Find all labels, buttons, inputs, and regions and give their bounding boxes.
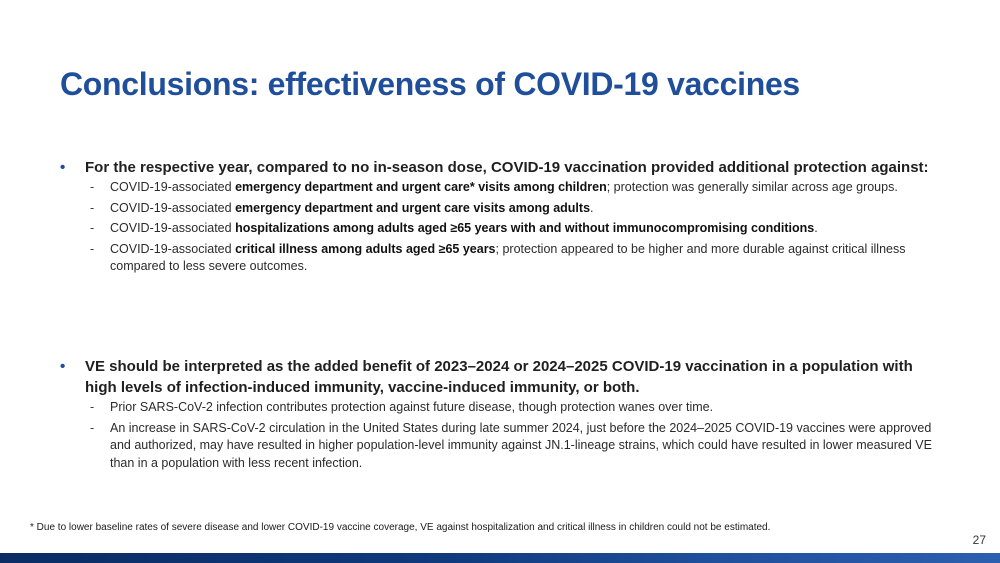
- main-bullet-text: VE should be interpreted as the added benefit of 2023–2024 or 2024–2025 COVID-19 vaccination in a population with high levels of infection-induced immunity, vaccine-induced immunity, or both.: [85, 358, 913, 396]
- sub-bullet: [90, 200, 940, 218]
- slide-title: Conclusions: effectiveness of COVID-19 vaccines: [60, 66, 800, 102]
- bullet-icon: •: [60, 358, 66, 375]
- sub-bullet: [90, 220, 940, 238]
- sub-bullet-text: Prior SARS-CoV-2 infection contributes protection against future disease, though protection wanes over time.: [110, 400, 714, 414]
- dash-icon: -: [90, 180, 95, 194]
- bullet-section-interpretation: [60, 356, 940, 475]
- dash-icon: -: [90, 221, 95, 235]
- sub-bullet-text: COVID-19-associated emergency department and urgent care* visits among children; protection was generally similar across age groups.: [110, 180, 898, 194]
- sub-bullet-text: An increase in SARS-CoV-2 circulation in the United States during late summer 2024, just before the 2024–2025 COVID-19 vaccines were approved and authorized, may have resulted in higher population-level immunity against JN.1-lineage strains, which could have resulted in lower measured VE than in a population with less recent infection.: [110, 420, 932, 470]
- dash-icon: -: [90, 400, 95, 414]
- sub-bullet-list: [90, 399, 940, 472]
- sub-bullet: [90, 179, 940, 197]
- sub-bullet-list: [90, 179, 940, 276]
- page-number: 27: [972, 533, 986, 547]
- footnote: * Due to lower baseline rates of severe disease and lower COVID-19 vaccine coverage, VE against hospitalization and critical illness in children could not be estimated.: [30, 522, 771, 533]
- bullet-icon: •: [60, 159, 66, 176]
- dash-icon: -: [90, 241, 95, 256]
- dash-icon: -: [90, 200, 95, 215]
- main-bullet: [60, 157, 940, 178]
- bullet-section-protection: [60, 157, 940, 279]
- sub-bullet-text: COVID-19-associated critical illness among adults aged ≥65 years; protection appeared to be higher and more durable against critical illness compared to less severe outcomes.: [110, 241, 906, 273]
- dash-icon: -: [90, 420, 95, 435]
- sub-bullet-text: COVID-19-associated emergency department and urgent care visits among adults.: [110, 200, 594, 215]
- bottom-accent-bar: [0, 553, 1000, 563]
- sub-bullet: [90, 420, 940, 473]
- sub-bullet-text: COVID-19-associated hospitalizations among adults aged ≥65 years with and without immunocompromising conditions.: [110, 221, 818, 235]
- main-bullet-text: For the respective year, compared to no in-season dose, COVID-19 vaccination provided additional protection against:: [85, 159, 929, 176]
- sub-bullet: [90, 399, 940, 417]
- main-bullet: [60, 356, 940, 398]
- sub-bullet: [90, 241, 940, 276]
